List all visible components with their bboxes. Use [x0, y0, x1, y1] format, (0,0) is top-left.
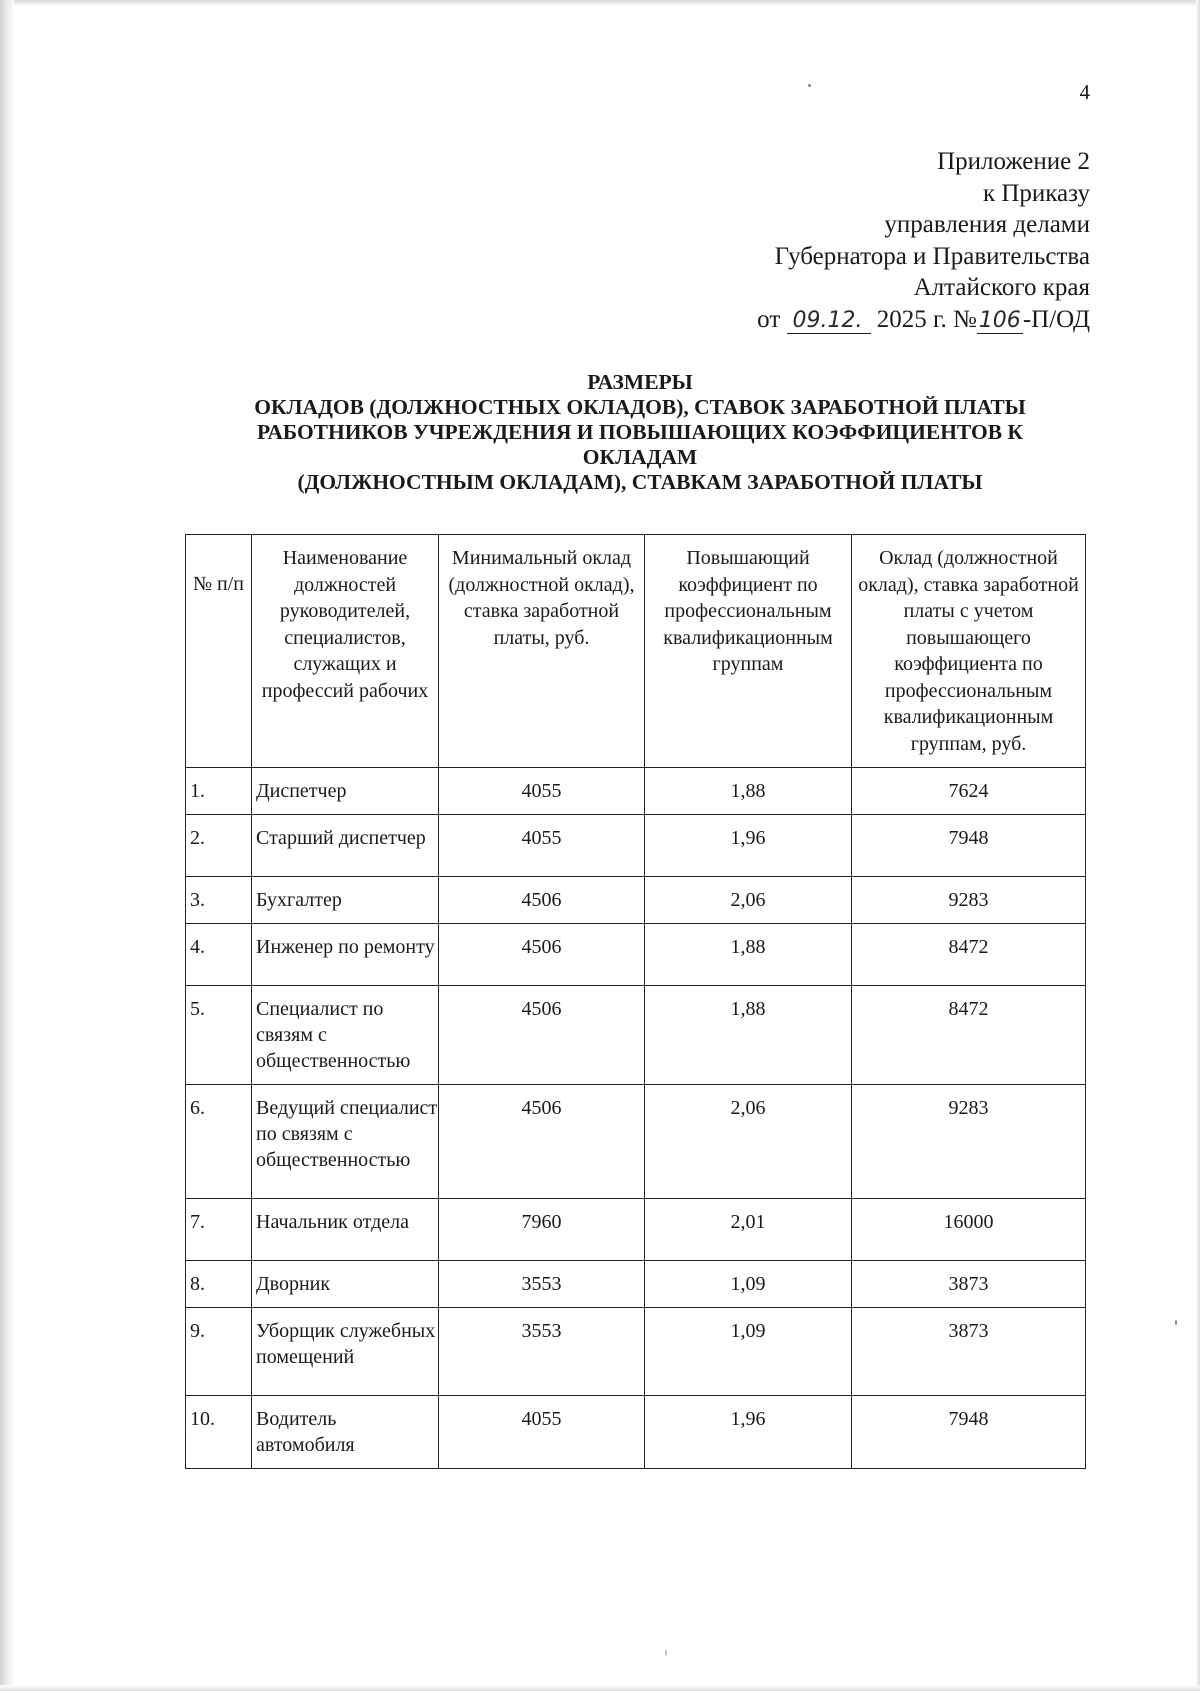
year-text: 2025 г. № [876, 305, 977, 333]
coefficient-cell: 1,09 [645, 1308, 852, 1396]
min-salary-cell: 4055 [439, 1396, 645, 1469]
row-number-cell: 1. [186, 768, 252, 815]
table-row [186, 1199, 1086, 1261]
appendix-line: Алтайского края [913, 274, 1090, 301]
min-salary-cell: 4055 [439, 815, 645, 877]
min-salary-cell: 4506 [439, 986, 645, 1085]
salary-cell: 8472 [852, 924, 1086, 986]
table-row [186, 1396, 1086, 1469]
salary-cell: 8472 [852, 986, 1086, 1085]
position-name-cell: Водитель автомобиля [252, 1396, 439, 1469]
row-number-cell: 2. [186, 815, 252, 877]
scan-edge-top [0, 0, 1200, 6]
row-number-cell: 7. [186, 1199, 252, 1261]
coefficient-cell: 1,88 [645, 986, 852, 1085]
order-number-suffix: -П/ОД [1022, 305, 1090, 333]
header-cell-position: Наименование должностей руководителей, специалистов, служащих и профессий рабочих [252, 535, 439, 768]
title-line: (ДОЛЖНОСТНЫМ ОКЛАДАМ), СТАВКАМ ЗАРАБОТНОЙ ПЛАТЫ [297, 470, 983, 494]
min-salary-cell: 4055 [439, 768, 645, 815]
position-name-cell: Специалист по связям с общественностью [252, 986, 439, 1085]
salary-rates-table [185, 534, 1086, 1469]
table-row [186, 815, 1086, 877]
row-number-cell: 8. [186, 1261, 252, 1308]
coefficient-cell: 1,96 [645, 815, 852, 877]
salary-cell: 7948 [852, 1396, 1086, 1469]
table-row [186, 986, 1086, 1085]
position-name-cell: Диспетчер [252, 768, 439, 815]
min-salary-cell: 3553 [439, 1261, 645, 1308]
position-name-cell: Уборщик служебных помещений [252, 1308, 439, 1396]
min-salary-cell: 3553 [439, 1308, 645, 1396]
table-row [186, 1085, 1086, 1199]
page-number: 4 [1079, 80, 1090, 104]
salary-cell: 7948 [852, 815, 1086, 877]
coefficient-cell: 2,06 [645, 1085, 852, 1199]
position-name-cell: Инженер по ремонту [252, 924, 439, 986]
scan-edge-bottom [0, 1685, 1200, 1691]
title-line: ОКЛАДАМ [582, 445, 698, 469]
scan-edge-right [1196, 0, 1200, 1691]
header-cell-salary: Оклад (должностной оклад), ставка заработной платы с учетом повышающего коэффициента по профессиональным квалификационным группам, руб. [852, 535, 1086, 768]
handwritten-order-number: 106 [978, 307, 1021, 333]
date-prefix: от [757, 305, 781, 333]
position-name-cell: Бухгалтер [252, 877, 439, 924]
header-cell-coefficient: Повышающий коэффициент по профессиональным квалификационным группам [645, 535, 852, 768]
salary-cell: 9283 [852, 877, 1086, 924]
order-date-line [757, 304, 1090, 336]
appendix-line: Приложение 2 [937, 148, 1090, 175]
position-name-cell: Старший диспетчер [252, 815, 439, 877]
appendix-header [757, 146, 1090, 335]
table-row [186, 1261, 1086, 1308]
position-name-cell: Ведущий специалист по связям с общественностью [252, 1085, 439, 1199]
appendix-line: управления делами [884, 211, 1090, 238]
document-title [180, 370, 1100, 495]
table-row [186, 877, 1086, 924]
row-number-cell: 3. [186, 877, 252, 924]
appendix-line: Губернатора и Правительства [774, 242, 1090, 270]
scan-speck [665, 1650, 667, 1656]
row-number-cell: 10. [186, 1396, 252, 1469]
title-line: РАЗМЕРЫ [587, 370, 693, 394]
position-name-cell: Дворник [252, 1261, 439, 1308]
min-salary-cell: 4506 [439, 924, 645, 986]
coefficient-cell: 1,96 [645, 1396, 852, 1469]
salary-cell: 7624 [852, 768, 1086, 815]
salary-cell: 3873 [852, 1308, 1086, 1396]
min-salary-cell: 7960 [439, 1199, 645, 1261]
title-line: ОКЛАДОВ (ДОЛЖНОСТНЫХ ОКЛАДОВ), СТАВОК ЗАРАБОТНОЙ ПЛАТЫ [254, 395, 1026, 419]
table-row [186, 768, 1086, 815]
table-header-row [186, 535, 1086, 768]
appendix-line: к Приказу [982, 179, 1090, 207]
header-cell-min-salary: Минимальный оклад (должностной оклад), ставка заработной платы, руб. [439, 535, 645, 768]
row-number-cell: 5. [186, 986, 252, 1085]
position-name-cell: Начальник отдела [252, 1199, 439, 1261]
row-number-cell: 6. [186, 1085, 252, 1199]
coefficient-cell: 2,06 [645, 877, 852, 924]
min-salary-cell: 4506 [439, 877, 645, 924]
table-body [186, 768, 1086, 1469]
table-row [186, 1308, 1086, 1396]
min-salary-cell: 4506 [439, 1085, 645, 1199]
coefficient-cell: 1,09 [645, 1261, 852, 1308]
coefficient-cell: 2,01 [645, 1199, 852, 1261]
salary-cell: 3873 [852, 1261, 1086, 1308]
coefficient-cell: 1,88 [645, 924, 852, 986]
handwritten-date: 09.12. [787, 309, 871, 334]
header-cell-number: № п/п [186, 535, 252, 768]
coefficient-cell: 1,88 [645, 768, 852, 815]
salary-cell: 16000 [852, 1199, 1086, 1261]
row-number-cell: 9. [186, 1308, 252, 1396]
scan-edge-left [0, 0, 14, 1691]
title-line: РАБОТНИКОВ УЧРЕЖДЕНИЯ И ПОВЫШАЮЩИХ КОЭФФИЦИЕНТОВ К [256, 420, 1024, 444]
salary-cell: 9283 [852, 1085, 1086, 1199]
scan-speck [808, 84, 811, 87]
table-row [186, 924, 1086, 986]
scan-speck [1175, 1320, 1177, 1325]
row-number-cell: 4. [186, 924, 252, 986]
